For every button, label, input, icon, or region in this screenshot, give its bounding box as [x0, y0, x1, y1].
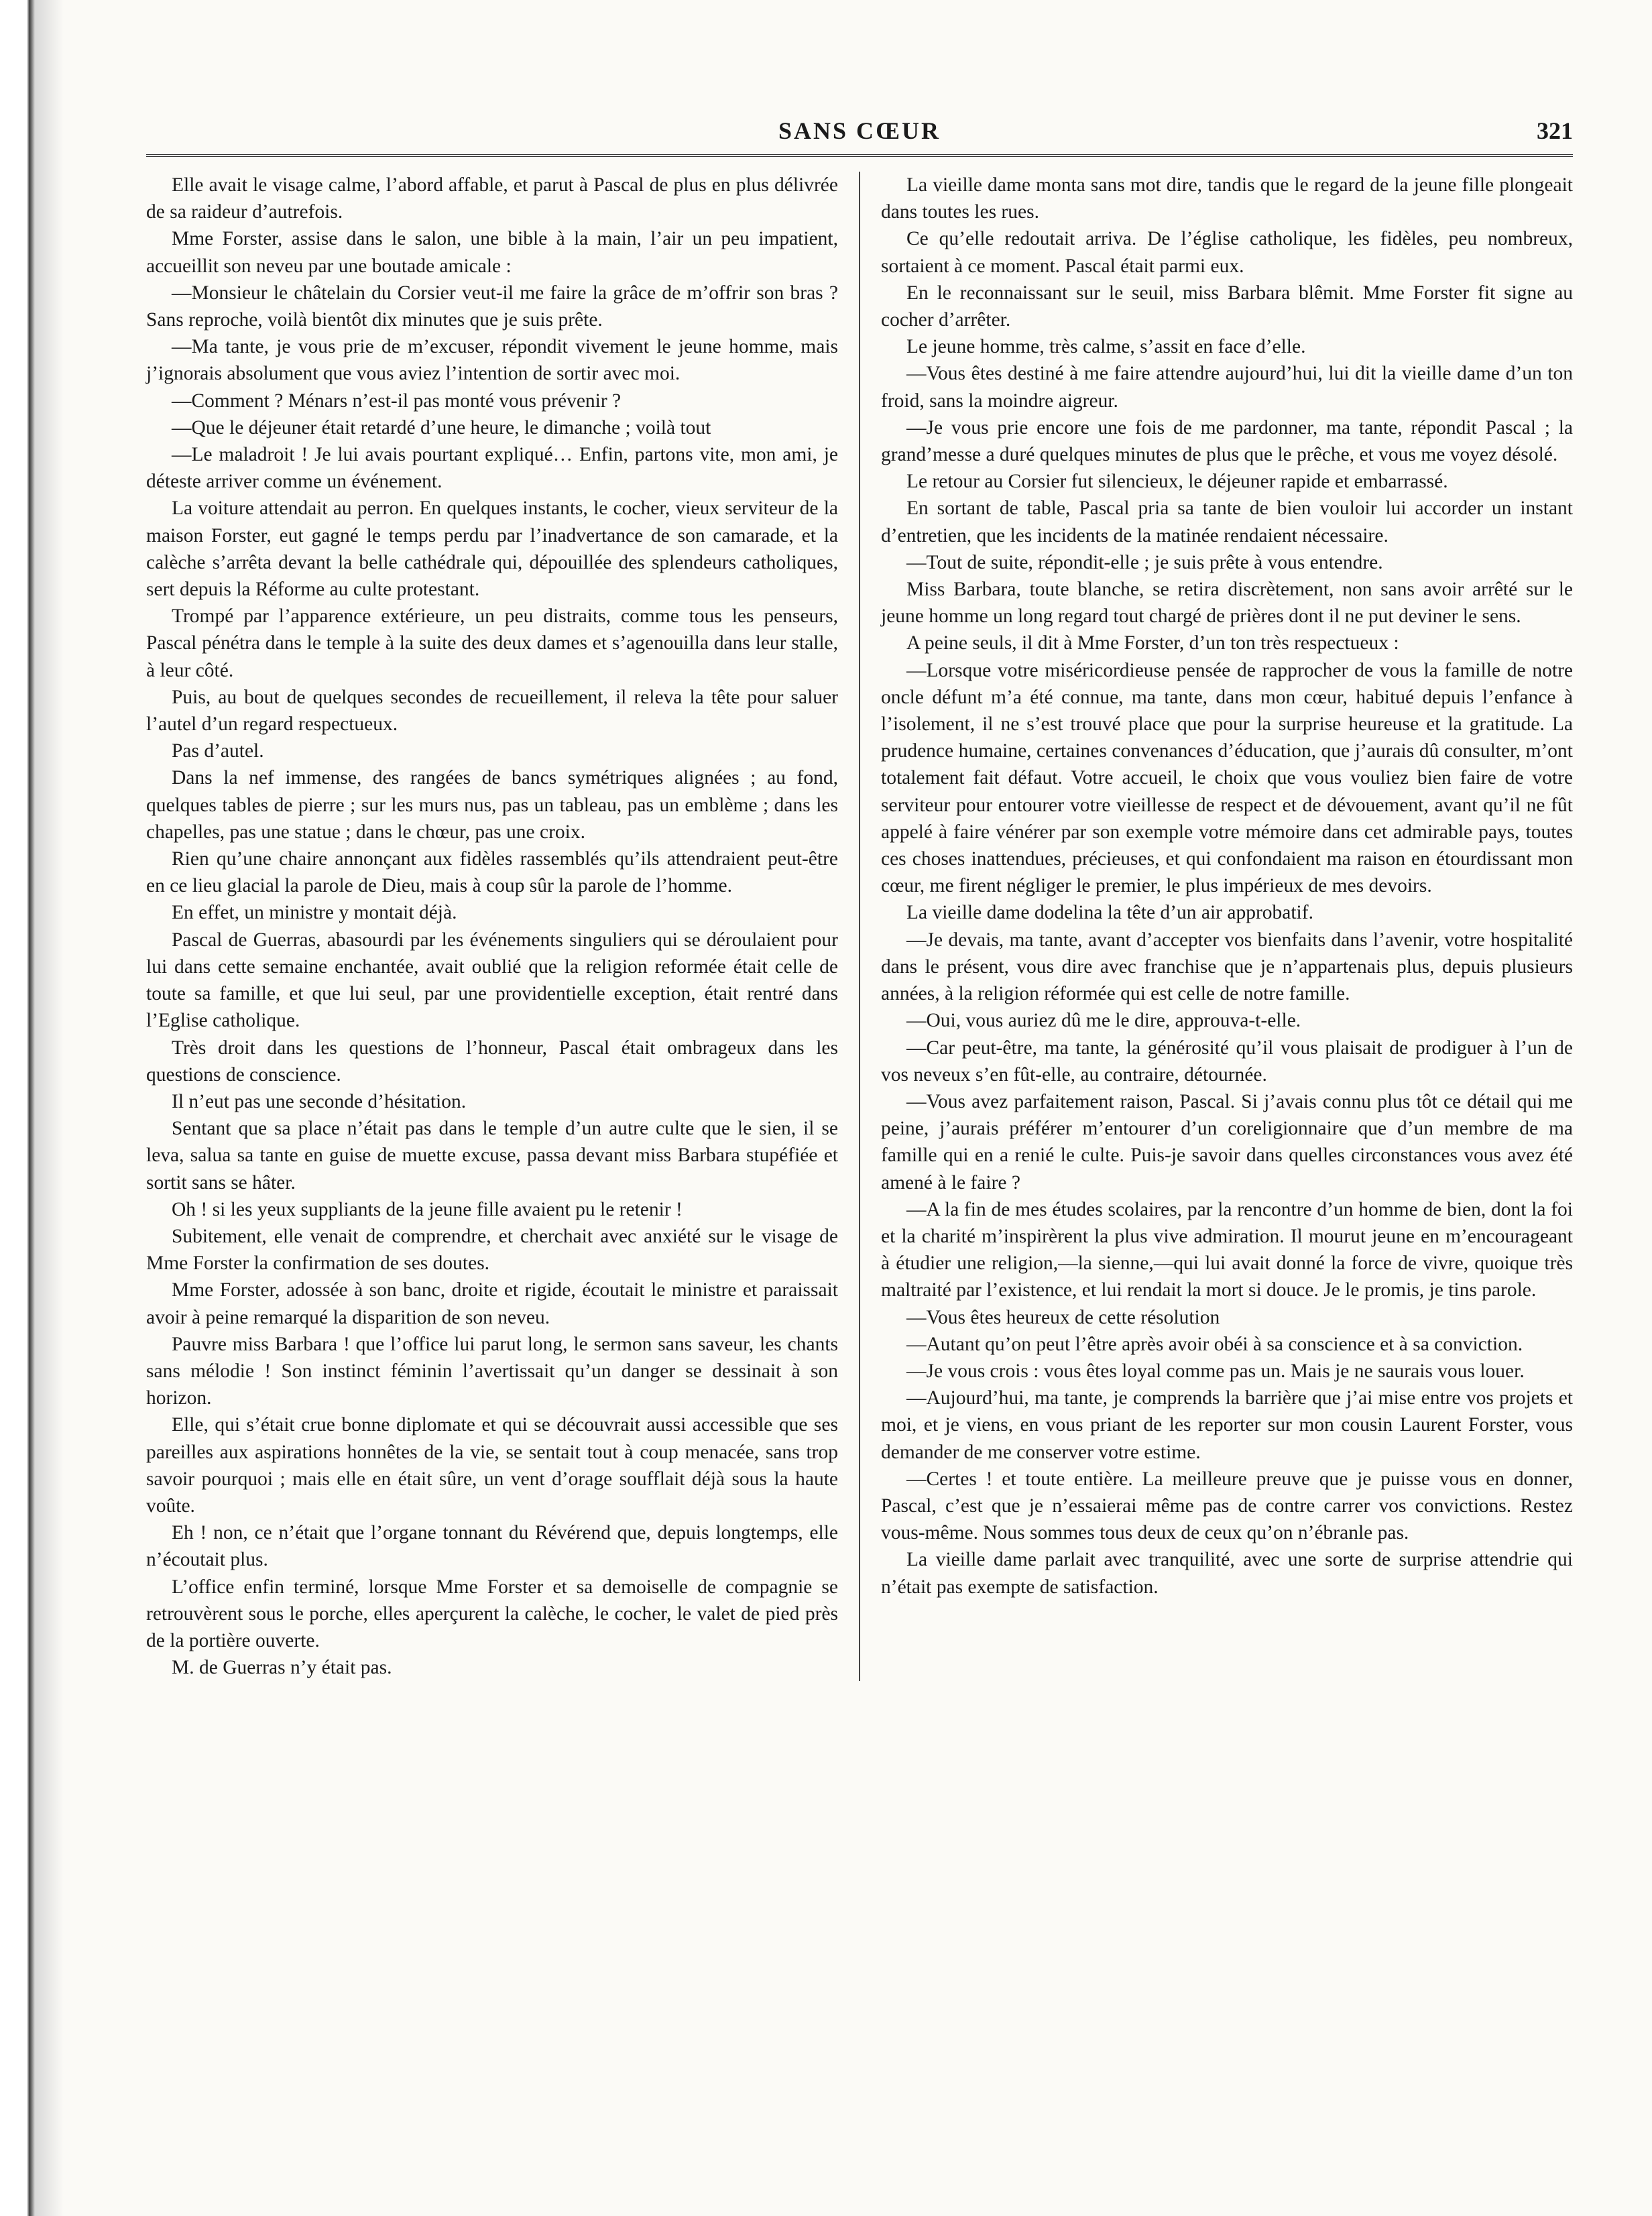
- paragraph: Elle avait le visage calme, l’abord affable, et parut à Pascal de plus en plus délivrée de sa raideur d’autrefois.: [146, 174, 838, 223]
- paragraph: —Certes ! et toute entière. La meilleure preuve que je puisse vous en donner, Pascal, c’est que je n’essaierai même pas de contre carrer vos convictions. Restez vous-même. Nous sommes tous deux de ceux qu’on n’ébranle pas.: [881, 1468, 1573, 1544]
- paragraph: Sentant que sa place n’était pas dans le temple d’un autre culte que le sien, il se leva, salua sa tante en guise de muette excuse, passa devant miss Barbara stupéfiée et sortit sans se hâter.: [146, 1118, 838, 1193]
- paragraph: Eh ! non, ce n’était que l’organe tonnant du Révérend que, depuis longtemps, elle n’écoutait plus.: [146, 1522, 838, 1571]
- paragraph: Miss Barbara, toute blanche, se retira discrètement, non sans avoir arrêté sur le jeune homme un long regard tout chargé de prières dont il ne put deviner le sens.: [881, 579, 1573, 628]
- paragraph: —Je vous prie encore une fois de me pardonner, ma tante, répondit Pascal ; la grand’messe a duré quelques minutes de plus que le prêche, et vous me voyez désolé.: [881, 416, 1573, 466]
- paragraph: Mme Forster, adossée à son banc, droite et rigide, écoutait le ministre et paraissait avoir à peine remarqué la disparition de son neveu.: [146, 1279, 838, 1328]
- book-page: [146, 107, 1573, 1681]
- paragraph: —Car peut-être, ma tante, la générosité qu’il vous plaisait de prodiguer à l’un de vos neveux s’en fût-elle, au contraire, détournée.: [881, 1037, 1573, 1086]
- paragraph: L’office enfin terminé, lorsque Mme Forster et sa demoiselle de compagnie se retrouvèrent sous le porche, elles aperçurent la calèche, le cocher, le valet de pied près de la portière ouverte.: [146, 1576, 838, 1651]
- paragraph: Le retour au Corsier fut silencieux, le déjeuner rapide et embarrassé.: [906, 471, 1448, 493]
- paragraph: —A la fin de mes études scolaires, par la rencontre d’un homme de bien, dont la foi et la charité m’inspirèrent la plus vive admiration. Il mourut jeune en m’encourageant à étudier une religion,—la sienne,—qui lui avait donné la force de vivre, quoique très maltraité par l’existence, et lui rendait la mort si douce. Je le promis, je tins parole.: [881, 1198, 1573, 1301]
- paragraph: —Tout de suite, répondit-elle ; je suis prête à vous entendre.: [906, 551, 1383, 573]
- paragraph: —Autant qu’on peut l’être après avoir obéi à sa conscience et à sa conviction.: [906, 1333, 1523, 1355]
- page-header: [146, 107, 1573, 157]
- paragraph: —Monsieur le châtelain du Corsier veut-il me faire la grâce de m’offrir son bras ? Sans reproche, voilà bientôt dix minutes que je suis prête.: [146, 282, 838, 331]
- paragraph: Le jeune homme, très calme, s’assit en face d’elle.: [906, 336, 1306, 358]
- left-column: [146, 172, 838, 1681]
- paragraph: A peine seuls, il dit à Mme Forster, d’un ton très respectueux :: [906, 632, 1399, 654]
- paragraph: Pauvre miss Barbara ! que l’office lui parut long, le sermon sans saveur, les chants sans mélodie ! Son instinct féminin l’avertissait qu’un danger se dessinait à son horizon.: [146, 1333, 838, 1409]
- running-title: SANS CŒUR: [778, 117, 941, 144]
- page-number: 321: [1537, 117, 1573, 144]
- paragraph: En le reconnaissant sur le seuil, miss Barbara blêmit. Mme Forster fit signe au cocher d’arrêter.: [881, 282, 1573, 331]
- paragraph: La vieille dame dodelina la tête d’un air approbatif.: [906, 902, 1313, 924]
- paragraph: Puis, au bout de quelques secondes de recueillement, il releva la tête pour saluer l’autel d’un regard respectueux.: [146, 686, 838, 736]
- paragraph: —Comment ? Ménars n’est-il pas monté vous prévenir ?: [172, 390, 622, 412]
- paragraph: Très droit dans les questions de l’honneur, Pascal était ombrageux dans les questions de conscience.: [146, 1037, 838, 1086]
- paragraph: La vieille dame monta sans mot dire, tandis que le regard de la jeune fille plongeait dans toutes les rues.: [881, 174, 1573, 223]
- text-columns: [146, 172, 1573, 1681]
- paragraph: —Vous êtes heureux de cette résolution: [906, 1306, 1220, 1328]
- right-column: [881, 172, 1573, 1681]
- paragraph: —Aujourd’hui, ma tante, je comprends la barrière que j’ai mise entre vos projets et moi, et je viens, en vous priant de les reporter sur mon cousin Laurent Forster, vous demander de me conserver votre estime.: [881, 1387, 1573, 1463]
- paragraph: Pascal de Guerras, abasourdi par les événements singuliers qui se déroulaient pour lui dans cette semaine enchantée, avait oublié que la religion reformée était celle de toute sa famille, et que lui seul, par une providentielle exception, était rentré dans l’Eglise catholique.: [146, 929, 838, 1032]
- paragraph: —Lorsque votre miséricordieuse pensée de rapprocher de vous la famille de notre oncle défunt m’a été connue, ma tante, dans mon cœur, habitué depuis l’enfance à l’isolement, il ne s’est trouvé place que pour la surprise heureuse et la gratitude. La prudence humaine, certaines convenances d’éducation, que j’aurais dû consulter, m’ont totalement fait défaut. Votre accueil, le choix que vous vouliez bien faire de votre serviteur pour entourer votre vieillesse de respect et de dévouement, avant qu’il ne fût appelé à faire vénérer par son exemple votre mémoire dans cet admirable pays, toutes ces choses inattendues, précieuses, et qui confondaient ma raison en étourdissant mon cœur, me firent négliger le premier, le plus impérieux de mes devoirs.: [881, 659, 1573, 897]
- paragraph: Elle, qui s’était crue bonne diplomate et qui se découvrait aussi accessible que ses pareilles aux aspirations honnêtes de la vie, se sentait tout à coup menacée, sans trop savoir pourquoi ; mais elle en était sûre, un vent d’orage soufflait déjà sous la haute voûte.: [146, 1414, 838, 1517]
- paragraph: Oh ! si les yeux suppliants de la jeune fille avaient pu le retenir !: [172, 1198, 683, 1220]
- paragraph: En effet, un ministre y montait déjà.: [172, 902, 457, 924]
- paragraph: En sortant de table, Pascal pria sa tante de bien vouloir lui accorder un instant d’entretien, que les incidents de la matinée rendaient nécessaire.: [881, 498, 1573, 546]
- paragraph: Dans la nef immense, des rangées de bancs symétriques alignées ; au fond, quelques tables de pierre ; sur les murs nus, pas un tableau, pas un emblème ; dans les chapelles, pas une statue ; dans le chœur, pas une croix.: [146, 767, 838, 843]
- paragraph: —Vous avez parfaitement raison, Pascal. Si j’avais connu plus tôt ce détail qui me peine, j’aurais préférer m’entourer d’un coreligionnaire que d’un membre de ma famille qui en a renié le culte. Puis-je savoir dans quelles circonstances vous avez été amené à le faire ?: [881, 1090, 1573, 1193]
- paragraph: —Oui, vous auriez dû me le dire, approuva-t-elle.: [906, 1010, 1301, 1032]
- paragraph: Ce qu’elle redoutait arriva. De l’église catholique, les fidèles, peu nombreux, sortaient à ce moment. Pascal était parmi eux.: [881, 228, 1573, 277]
- paragraph: —Vous êtes destiné à me faire attendre aujourd’hui, lui dit la vieille dame d’un ton froid, sans la moindre aigreur.: [881, 363, 1573, 412]
- paragraph: Subitement, elle venait de comprendre, et cherchait avec anxiété sur le visage de Mme Forster la confirmation de ses doutes.: [146, 1225, 838, 1275]
- paragraph: La voiture attendait au perron. En quelques instants, le cocher, vieux serviteur de la maison Forster, eut gagné le temps perdu par l’inadvertance de son camarade, et la calèche s’arrêta devant la belle cathédrale qui, dépouillée des splendeurs catholiques, sert depuis la Réforme au culte protestant.: [146, 498, 838, 601]
- paragraph: M. de Guerras n’y était pas.: [172, 1657, 392, 1679]
- paragraph: —Ma tante, je vous prie de m’excuser, répondit vivement le jeune homme, mais j’ignorais absolument que vous aviez l’intention de sortir avec moi.: [146, 336, 838, 385]
- paragraph: —Que le déjeuner était retardé d’une heure, le dimanche ; voilà tout: [172, 416, 711, 439]
- paragraph: Rien qu’une chaire annonçant aux fidèles rassemblés qu’ils attendraient peut-être en ce lieu glacial la parole de Dieu, mais à coup sûr la parole de l’homme.: [146, 848, 838, 897]
- paragraph: —Le maladroit ! Je lui avais pourtant expliqué… Enfin, partons vite, mon ami, je déteste arriver comme un événement.: [146, 444, 838, 493]
- book-binding-edge: [0, 0, 64, 2216]
- paragraph: —Je devais, ma tante, avant d’accepter vos bienfaits dans l’avenir, votre hospitalité dans le présent, vous dire avec franchise que je n’appartenais plus, depuis plusieurs années, à la religion réformée qui est celle de notre famille.: [881, 929, 1573, 1005]
- paragraph: Mme Forster, assise dans le salon, une bible à la main, l’air un peu impatient, accueillit son neveu par une boutade amicale :: [146, 228, 838, 277]
- paragraph: Trompé par l’apparence extérieure, un peu distraits, comme tous les penseurs, Pascal pénétra dans le temple à la suite des deux dames et s’agenouilla dans leur stalle, à leur côté.: [146, 605, 838, 681]
- paragraph: —Je vous crois : vous êtes loyal comme pas un. Mais je ne saurais vous louer.: [906, 1360, 1525, 1382]
- paragraph: Il n’eut pas une seconde d’hésitation.: [172, 1090, 467, 1112]
- column-divider: [859, 172, 860, 1681]
- paragraph: La vieille dame parlait avec tranquilité, avec une sorte de surprise attendrie qui n’était pas exempte de satisfaction.: [881, 1549, 1573, 1598]
- paragraph: Pas d’autel.: [172, 740, 264, 762]
